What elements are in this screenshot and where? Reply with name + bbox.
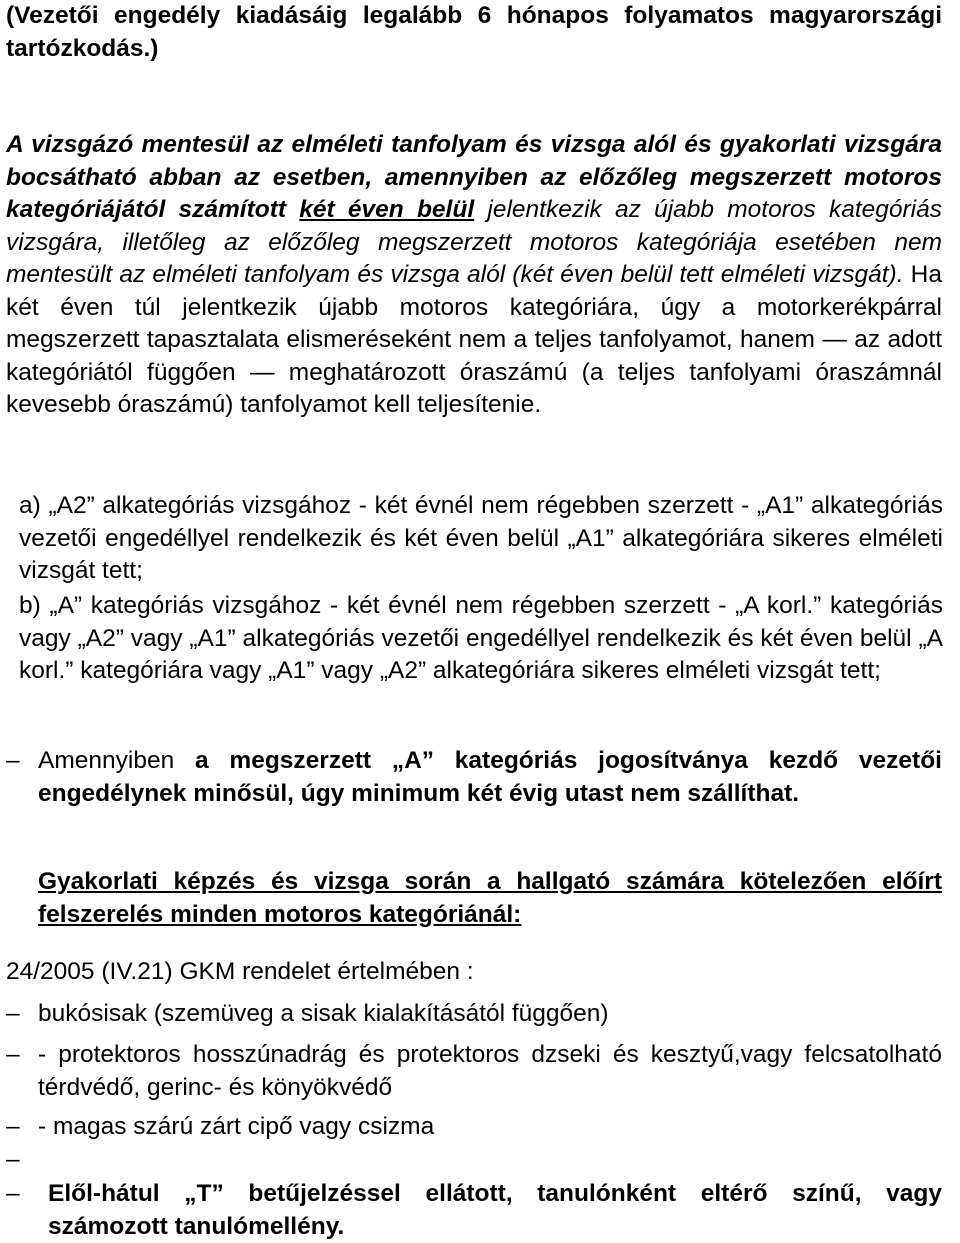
- exemption-paragraph: [6, 129, 942, 422]
- equipment-heading: Gyakorlati képzés és vizsga során a hallgató számára kötelezően előírt felszerelés minden motoros kategóriánál:: [38, 868, 942, 928]
- sub-item-a: a) „A2” alkategóriás vizsgához - két évnél nem régebben szerzett - „A1” alkategóriás vezetői engedéllyel rendelkezik és két éven belül „A1” alkategóriára sikeres elméleti vizsgát tett;: [19, 492, 943, 584]
- equipment-item-boots: - magas szárú zárt cipő vagy csizma: [38, 1113, 435, 1140]
- equipment-dash-4: –: [6, 1146, 20, 1173]
- equipment-item-vest: Elől-hátul „T” betűjelzéssel ellátott, tanulónként eltérő színű, vagy számozott tanulómellény.: [48, 1180, 942, 1240]
- equipment-dash-5: –: [6, 1180, 20, 1207]
- sub-item-b: b) „A” kategóriás vizsgához - két évnél nem régebben szerzett - „A korl.” kategóriás vagy „A2” vagy „A1” alkategóriás vezetői engedéllyel rendelkezik és két éven belül „A korl.” kategóriára vagy „A1” vagy „A2” alkategóriára sikeres elméleti vizsgát tett;: [19, 592, 943, 684]
- equipment-item-helmet: bukósisak (szemüveg a sisak kialakításától függően): [38, 1000, 609, 1027]
- regulation-reference: 24/2005 (IV.21) GKM rendelet értelmében :: [6, 958, 474, 985]
- exemption-dash2: —: [249, 358, 275, 386]
- equipment-dash-3: –: [6, 1113, 20, 1140]
- exemption-part3: Ha két éven túl jelentkezik újabb motoros kategóriára, úgy a motorkerékpárral megszerzett tapasztalata elismeréseként nem a teljes tanfolyamot, hanem: [6, 261, 942, 353]
- novice-paragraph: [38, 745, 942, 810]
- exemption-end: meghatározott óraszámú (a teljes tanfolyami óraszámnál kevesebb óraszámú) tanfolyamot kell teljesítenie.: [6, 358, 943, 418]
- exemption-dash1: —: [822, 326, 847, 353]
- equipment-dash-1: –: [6, 1000, 20, 1027]
- exemption-part2: jelentkezik az újabb motoros kategóriás vizsgára, illetőleg az előzőleg megszerzett motoros kategóriája esetében nem mentesült az elméleti tanfolyam és vizsga alól (két éven belül tett elméleti vizsgát).: [6, 196, 942, 288]
- novice-lead: Amennyiben: [38, 747, 195, 774]
- residence-note: (Vezetői engedély kiadásáig legalább 6 hónapos folyamatos magyarországi tartózkodás.): [6, 2, 942, 62]
- novice-bold: a megszerzett „A” kategóriás jogosítványa kezdő vezetői engedélynek minősül, úgy minimum két évig utast nem szállíthat.: [38, 747, 942, 807]
- equipment-item-protectors: - protektoros hosszúnadrág és protektoros dzseki és kesztyű,vagy felcsatolható térdvédő, gerinc- és könyökvédő: [38, 1041, 942, 1101]
- exemption-emph: két éven belül: [299, 196, 475, 223]
- exemption-mid: az adott kategóriától függően: [6, 326, 943, 386]
- exemption-part1: A vizsgázó mentesül az elméleti tanfolyam és vizsga alól és gyakorlati vizsgára bocsátható abban az esetben, amennyiben az előzőleg megszerzett motoros kategóriájától számított: [6, 131, 942, 223]
- novice-dash: –: [6, 747, 20, 774]
- equipment-dash-2: –: [6, 1041, 20, 1068]
